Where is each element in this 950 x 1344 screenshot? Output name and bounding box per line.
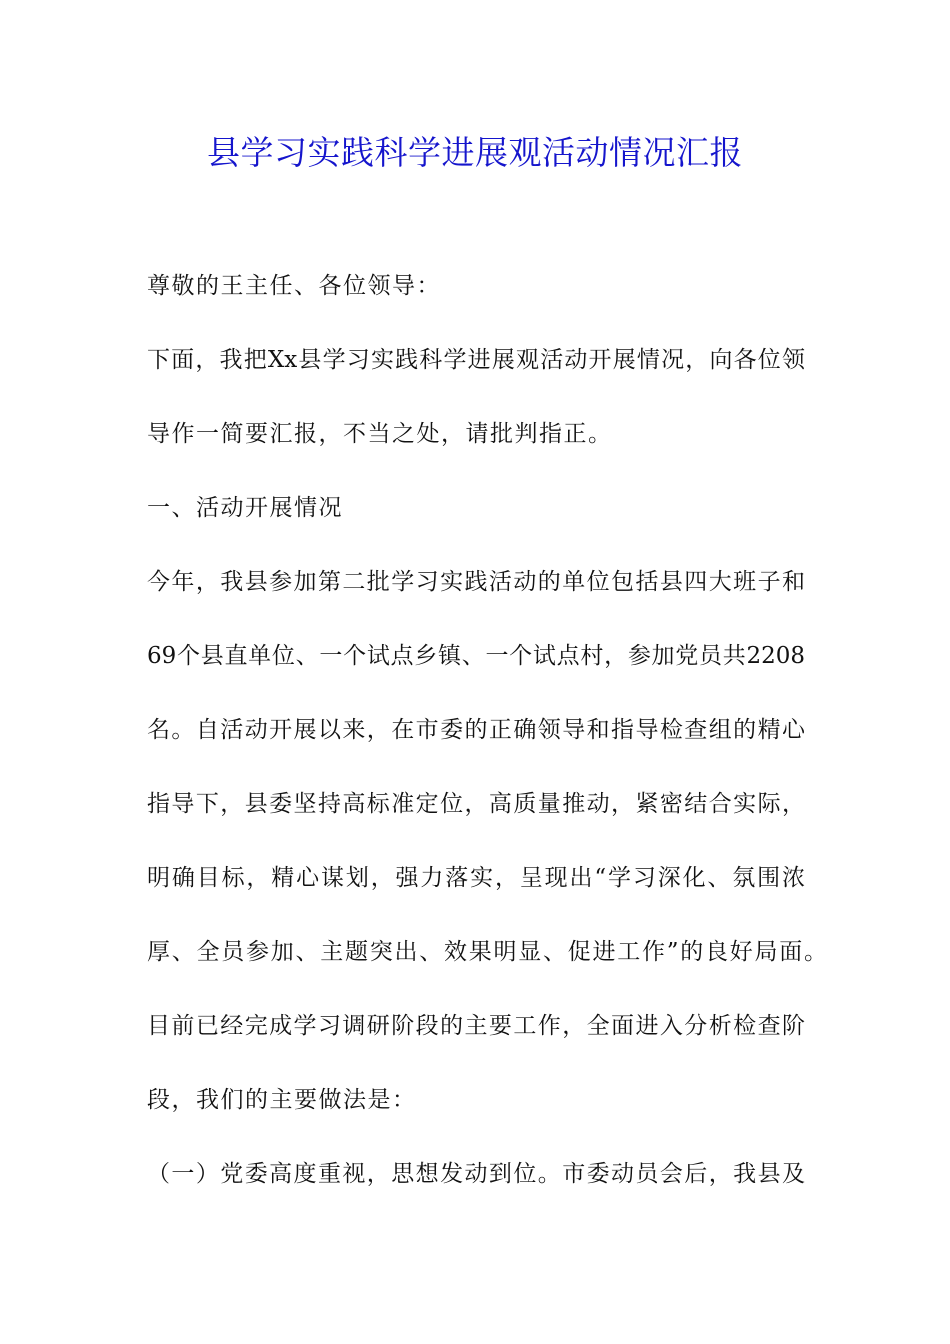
paragraph-line: 今年，我县参加第二批学习实践活动的单位包括县四大班子和 [147, 569, 805, 595]
paragraph-line: 厚、全员参加、主题突出、效果明显、促进工作”的良好局面。 [147, 939, 827, 965]
paragraph-line: 导作一简要汇报，不当之处，请批判指正。 [147, 421, 613, 447]
paragraph-line: 段，我们的主要做法是： [147, 1087, 417, 1113]
section-heading: 一、活动开展情况 [147, 495, 343, 521]
paragraph-line: 指导下，县委坚持高标准定位，高质量推动，紧密结合实际， [147, 791, 805, 817]
paragraph-line: 69个县直单位、一个试点乡镇、一个试点村，参加党员共2208 [147, 643, 805, 669]
document-title: 县学习实践科学进展观活动情况汇报 [207, 133, 743, 172]
paragraph-line: 明确目标，精心谋划，强力落实，呈现出“学习深化、氛围浓 [147, 865, 805, 891]
salutation-line: 尊敬的王主任、各位领导： [147, 273, 441, 299]
subsection-heading-line: （一）党委高度重视，思想发动到位。市委动员会后，我县及 [147, 1161, 805, 1187]
paragraph-line: 名。自活动开展以来，在市委的正确领导和指导检查组的精心 [147, 717, 805, 743]
paragraph-line: 目前已经完成学习调研阶段的主要工作，全面进入分析检查阶 [147, 1013, 805, 1039]
paragraph-line: 下面，我把Xx县学习实践科学进展观活动开展情况，向各位领 [147, 347, 805, 373]
